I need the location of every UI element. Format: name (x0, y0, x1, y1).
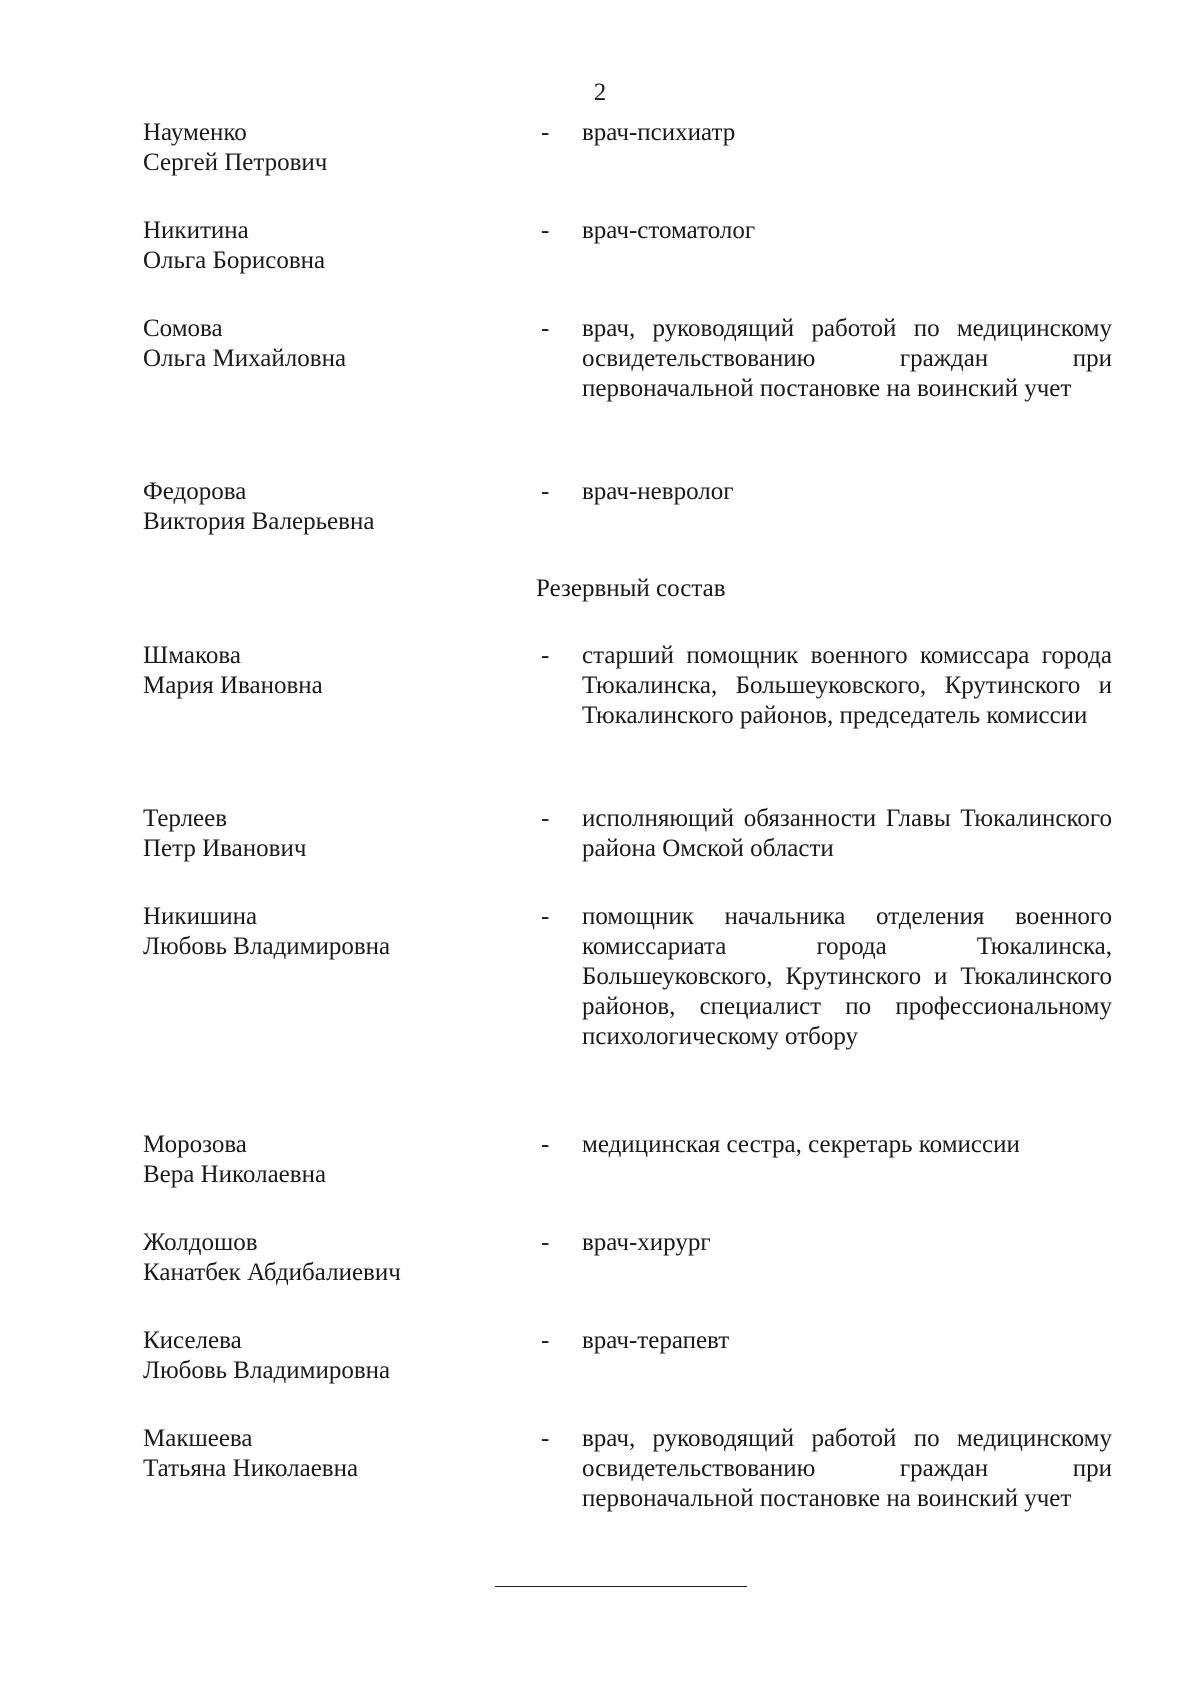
member-surname: Науменко (143, 119, 247, 146)
member-role: врач-стоматолог (582, 217, 756, 244)
member-name (143, 477, 523, 537)
member-name (143, 118, 523, 178)
member-given-names: Виктория Валерьевна (143, 508, 375, 535)
member-name (143, 902, 523, 962)
member-role: помощник начальника отделения военного комиссариата города Тюкалинска, Большеуковского, Крутинского и Тюкалинского районов, специалист по профессиональному психологическому отбору (582, 903, 1112, 1050)
member-role: врач-хирург (582, 1229, 711, 1256)
dash-separator: - (541, 315, 550, 342)
member-name (143, 314, 523, 374)
dash-separator: - (541, 1425, 550, 1452)
member-given-names: Вера Николаевна (143, 1161, 327, 1188)
member-given-names: Ольга Борисовна (143, 247, 326, 274)
member-given-names: Сергей Петрович (143, 149, 328, 176)
member-role: врач-терапевт (582, 1327, 730, 1354)
member-surname: Жолдошов (143, 1229, 258, 1256)
member-surname: Морозова (143, 1131, 247, 1158)
member-surname: Шмакова (143, 642, 241, 669)
member-role: врач, руководящий работой по медицинскому освидетельствованию граждан при первоначальной постановке на воинский учет (582, 315, 1112, 402)
member-role: врач-невролог (582, 478, 734, 505)
dash-separator: - (541, 1229, 550, 1256)
footer-rule (495, 1586, 747, 1587)
reserve-section-title: Резервный состав (536, 575, 726, 602)
member-surname: Федорова (143, 478, 247, 505)
dash-separator: - (541, 119, 550, 146)
page-number: 2 (593, 79, 607, 106)
member-given-names: Любовь Владимировна (143, 933, 391, 960)
member-name (143, 1228, 523, 1288)
member-surname: Сомова (143, 315, 223, 342)
dash-separator: - (541, 478, 550, 505)
member-given-names: Канатбек Абдибалиевич (143, 1259, 401, 1286)
member-name (143, 641, 523, 701)
dash-separator: - (541, 642, 550, 669)
member-name (143, 1326, 523, 1386)
member-given-names: Петр Иванович (143, 835, 307, 862)
member-surname: Терлеев (143, 805, 228, 832)
dash-separator: - (541, 1327, 550, 1354)
member-role: исполняющий обязанности Главы Тюкалинского района Омской области (582, 805, 1112, 862)
member-role: старший помощник военного комиссара города Тюкалинска, Большеуковского, Крутинского и Тюкалинского районов, председатель комиссии (582, 642, 1112, 729)
member-given-names: Ольга Михайловна (143, 345, 347, 372)
dash-separator: - (541, 1131, 550, 1158)
member-role: врач-психиатр (582, 119, 736, 146)
member-given-names: Мария Ивановна (143, 672, 323, 699)
dash-separator: - (541, 805, 550, 832)
member-surname: Никитина (143, 217, 249, 244)
member-surname: Никишина (143, 903, 258, 930)
member-name (143, 1424, 523, 1484)
member-surname: Макшеева (143, 1425, 253, 1452)
member-name (143, 804, 523, 864)
member-name (143, 1130, 523, 1190)
member-given-names: Татьяна Николаевна (143, 1455, 359, 1482)
member-surname: Киселева (143, 1327, 242, 1354)
member-role: врач, руководящий работой по медицинскому освидетельствованию граждан при первоначальной постановке на воинский учет (582, 1425, 1112, 1512)
member-given-names: Любовь Владимировна (143, 1357, 391, 1384)
dash-separator: - (541, 903, 550, 930)
member-role: медицинская сестра, секретарь комиссии (582, 1131, 1020, 1158)
dash-separator: - (541, 217, 550, 244)
member-name (143, 216, 523, 276)
